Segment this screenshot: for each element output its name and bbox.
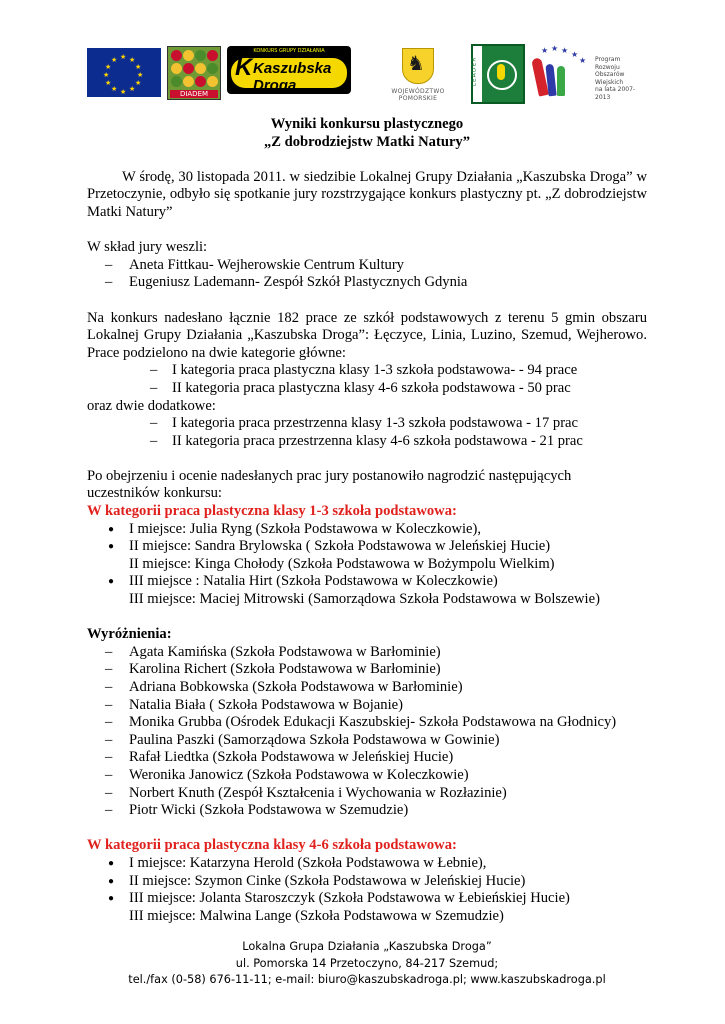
list-item: ● II miejsce: Sandra Brylowska ( Szkoła Podstawowa w Jeleńskiej Hucie) [108,538,551,555]
footer-contact: tel./fax (0-58) 676-11-11; e-mail: biuro@kaszubskadroga.pl; www.kaszubskadroga.pl [128,973,606,986]
bullet-icon: ● [108,875,115,887]
extra-categories-list [87,415,647,450]
distinctions-heading: Wyróżnienia: [87,626,172,643]
list-item: – I kategoria praca plastyczna klasy 1-3 szkoła podstawowa- - 94 prace [87,362,647,380]
list-item: – I kategoria praca przestrzenna klasy 1-3 szkoła podstawowa - 17 prac [87,415,647,433]
diadem-logo [167,46,221,100]
list-item: – II kategoria praca przestrzenna klasy 4-6 szkoła podstawowa - 21 prac [87,433,647,451]
list-item-continuation: II miejsce: Kinga Chołody (Szkoła Podstawowa w Bożympolu Wielkim) [129,555,555,572]
list-item: – Eugeniusz Lademann- Zespół Szkół Plastycznych Gdynia [87,274,647,292]
bullet-icon: ● [108,541,115,553]
bullet-icon: ● [108,576,115,588]
kaszubska-k-mark: K [235,54,253,81]
footer-address: ul. Pomorska 14 Przetoczyno, 84-217 Szemud; [235,956,499,970]
bullet-icon: ● [108,523,115,535]
distinctions-list [87,644,647,820]
list-item: ● I miejsce: Katarzyna Herold (Szkoła Podstawowa w Łebnie), [108,854,487,871]
list-item: – Norbert Knuth (Zespół Kształcenia i Wychowania w Rozłazinie) [87,785,647,803]
kaszubska-name: Kaszubska Droga [253,60,332,94]
kaszubska-small-text: KONKURS GRUPY DZIAŁANIA [253,48,325,54]
logo-strip [87,42,647,104]
category-1-results [87,521,647,609]
list-item: – Agata Kamińska (Szkoła Podstawowa w Barłominie) [87,644,647,662]
prow-logo: ★ ★ ★ ★ ★ Program Rozwoju Obszarów Wiejskich na lata 2007-2013 [531,46,649,102]
jury-list [87,257,647,292]
document-title: Wyniki konkursu plastycznego [270,116,464,132]
pomorskie-logo [379,42,457,104]
list-item-continuation: III miejsce: Malwina Lange (Szkoła Podstawowa w Szemudzie) [129,907,504,924]
list-item: ● III miejsce : Natalia Hirt (Szkoła Podstawowa w Koleczkowie) [108,573,498,590]
list-item: – Natalia Biała ( Szkoła Podstawowa w Bojanie) [87,697,647,715]
list-item: – Weronika Janowicz (Szkoła Podstawowa w Koleczkowie) [87,767,647,785]
list-item: – II kategoria praca plastyczna klasy 4-6 szkoła podstawowa - 50 prac [87,380,647,398]
list-item: ● I miejsce: Julia Ryng (Szkoła Podstawowa w Koleczkowie), [108,520,482,537]
prow-text: Program Rozwoju Obszarów Wiejskich na lata 2007-2013 [595,56,636,101]
list-item: ● III miejsce: Jolanta Staroszczyk (Szkoła Podstawowa w Łebieńskiej Hucie) [108,890,570,907]
document-subtitle: „Z dobrodziejstw Matki Natury” [263,133,471,150]
extra-categories-heading: oraz dwie dodatkowe: [87,397,216,414]
category-2-heading: W kategorii praca plastyczna klasy 4-6 szkoła podstawowa: [87,837,457,854]
list-item: ● II miejsce: Szymon Cinke (Szkoła Podstawowa w Jeleńskiej Hucie) [108,872,526,889]
eu-flag-logo: ★ ★ ★ ★ ★ ★ ★ ★ ★ ★ ★ ★ [87,48,161,97]
decision-paragraph: Po obejrzeniu i ocenie nadesłanych prac jury postanowiło nagrodzić następujących uczestników konkursu: [87,467,572,502]
kaszubska-droga-logo [227,46,351,94]
category-2-results [87,855,647,925]
category-1-heading: W kategorii praca plastyczna klasy 1-3 szkoła podstawowa: [87,503,457,520]
list-item-continuation: III miejsce: Maciej Mitrowski (Samorządowa Szkoła Podstawowa w Bolszewie) [129,591,600,608]
list-item: – Paulina Paszki (Samorządowa Szkoła Podstawowa w Gowinie) [87,732,647,750]
list-item: – Piotr Wicki (Szkoła Podstawowa w Szemudzie) [87,802,647,820]
bullet-icon: ● [108,857,115,869]
diadem-label: DIADEM [170,90,218,98]
intro-paragraph: W środę, 30 listopada 2011. w siedzibie Lokalnej Grupy Działania „Kaszubska Droga” w Przetoczynie, odbyło się spotkanie jury rozstrzygające konkurs plastyczny pt. „Z dobrodziejstw Matki Natury” [87,168,647,220]
pomorskie-label: WOJEWÓDZTWO POMORSKIE [391,88,445,102]
page-footer [87,939,647,989]
jury-heading: W skład jury weszli: [87,239,208,256]
list-item: – Rafał Liedtka (Szkoła Podstawowa w Jeleńskiej Hucie) [87,749,647,767]
leader-label: LEADER [470,56,478,87]
list-item: – Aneta Fittkau- Wejherowskie Centrum Kultury [87,257,647,275]
leader-logo [471,44,525,104]
document-body [87,116,647,925]
list-item: – Karolina Richert (Szkoła Podstawowa w Barłominie) [87,661,647,679]
list-item: – Adriana Bobkowska (Szkoła Podstawowa w Barłominie) [87,679,647,697]
bullet-icon: ● [108,893,115,905]
list-item: – Monika Grubba (Ośrodek Edukacji Kaszubskiej- Szkoła Podstawowa na Głodnicy) [87,714,647,732]
footer-org: Lokalna Grupa Działania „Kaszubska Droga” [242,940,492,953]
main-categories-list [87,362,647,397]
submissions-paragraph: Na konkurs nadesłano łącznie 182 prace ze szkół podstawowych z terenu 5 gmin obszaru Lokalnej Grupy Działania „Kaszubska Droga”: Łęczyce, Linia, Luzino, Szemud, Wejherowo. Prace podzielono na dwie kategorie główne: [87,309,647,361]
griffin-icon: ♞ [407,53,425,75]
